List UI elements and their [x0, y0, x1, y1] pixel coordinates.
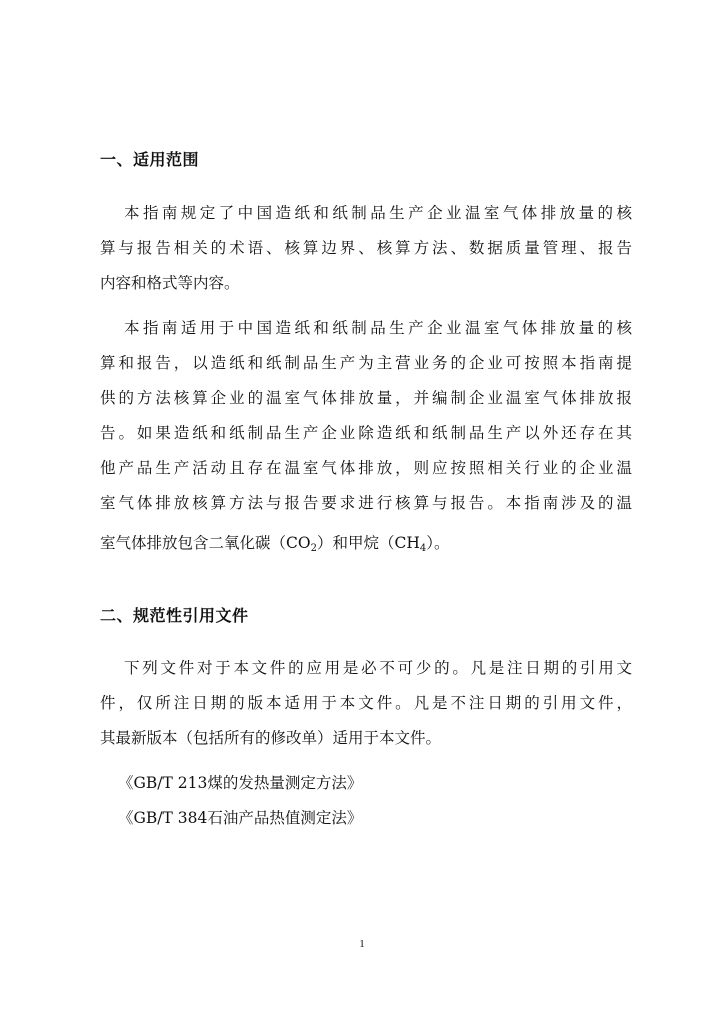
section-1-line: 他产品生产活动且存在温室气体排放，则应按照相关行业的企业温 — [100, 459, 632, 477]
page-number: 1 — [359, 938, 365, 950]
section-1-line: 内容和格式等内容。 — [100, 274, 240, 292]
last-line-middle: ）和甲烷（CH — [316, 534, 420, 552]
section-1-last-line — [100, 533, 449, 553]
last-line-suffix: ）。 — [426, 534, 450, 552]
section-2-line: 件，仅所注日期的版本适用于本文件。凡是不注日期的引用文件， — [100, 694, 632, 712]
reference-item: 《GB/T 384石油产品热值测定法》 — [118, 809, 363, 827]
section-1-line: 室气体排放核算方法与报告要求进行核算与报告。本指南涉及的温 — [100, 494, 632, 512]
ch4-subscript: 4 — [419, 543, 427, 554]
co2-subscript: 2 — [310, 543, 317, 554]
section-1-line: 算与报告相关的术语、核算边界、核算方法、数据质量管理、报告 — [100, 239, 632, 257]
section-1-line: 供的方法核算企业的温室气体排放量，并编制企业温室气体排放报 — [100, 389, 632, 407]
section-2-line: 下列文件对于本文件的应用是必不可少的。凡是注日期的引用文 — [124, 659, 632, 677]
section-2-heading: 二、规范性引用文件 — [100, 606, 249, 625]
last-line-prefix: 室气体排放包含二氧化碳（CO — [100, 534, 311, 552]
reference-item: 《GB/T 213煤的发热量测定方法》 — [118, 774, 363, 792]
section-2-line: 其最新版本（包括所有的修改单）适用于本文件。 — [100, 729, 442, 747]
section-1-line: 算和报告，以造纸和纸制品生产为主营业务的企业可按照本指南提 — [100, 354, 632, 372]
section-1-heading: 一、适用范围 — [100, 150, 200, 169]
section-1-line: 告。如果造纸和纸制品生产企业除造纸和纸制品生产以外还存在其 — [100, 424, 632, 442]
section-1-line: 本指南规定了中国造纸和纸制品生产企业温室气体排放量的核 — [124, 204, 632, 222]
section-1-line: 本指南适用于中国造纸和纸制品生产企业温室气体排放量的核 — [124, 319, 632, 337]
